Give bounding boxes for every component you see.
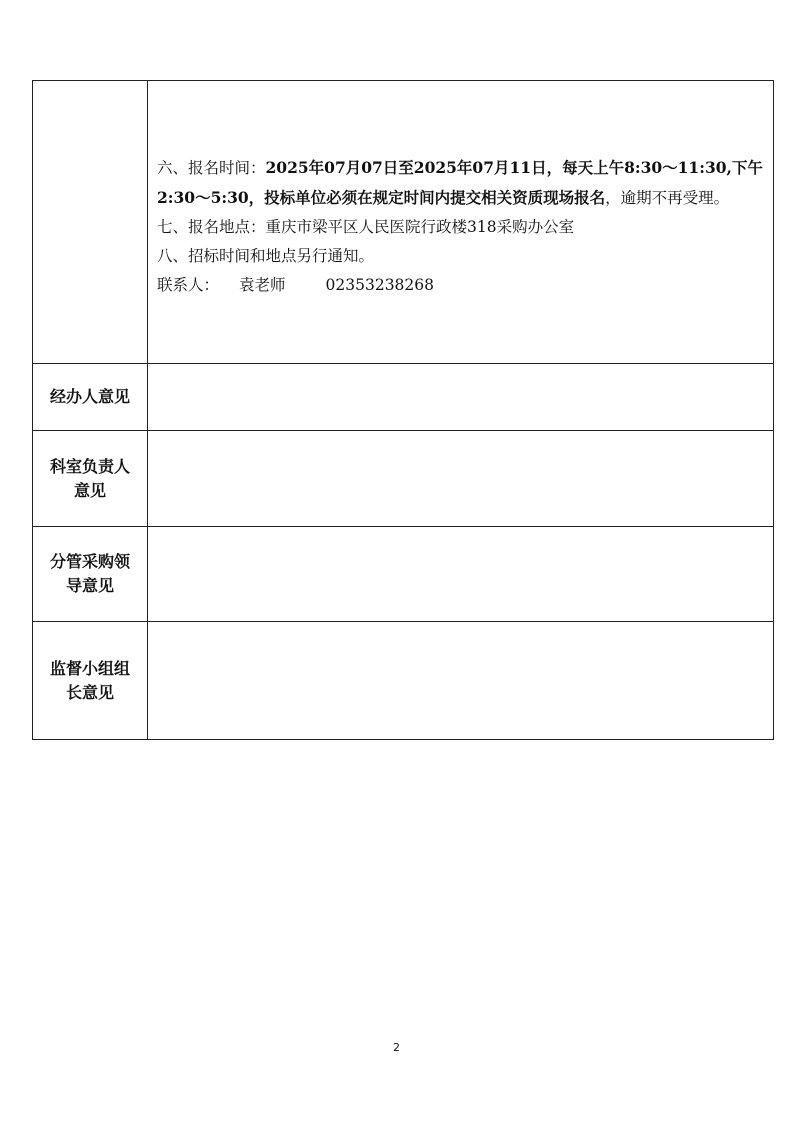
dept-head-label-line2: 意见 bbox=[73, 480, 106, 500]
approval-form-table bbox=[32, 80, 774, 740]
procurement-leader-opinion-label bbox=[33, 527, 148, 622]
supervision-leader-opinion-label bbox=[33, 622, 148, 740]
supervision-leader-opinion-field[interactable] bbox=[148, 622, 774, 740]
procurement-leader-opinion-row bbox=[33, 527, 774, 622]
notice-content-cell bbox=[148, 81, 774, 364]
notice-text bbox=[148, 144, 773, 300]
registration-time-prefix: 六、报名时间： bbox=[157, 159, 266, 177]
dept-head-opinion-label bbox=[33, 431, 148, 527]
supervision-label-line2: 长意见 bbox=[65, 682, 114, 702]
notice-row bbox=[33, 81, 774, 364]
handler-opinion-field[interactable] bbox=[148, 364, 774, 431]
registration-location-item: 七、报名地点：重庆市梁平区人民医院行政楼318采购办公室 bbox=[157, 218, 575, 236]
registration-time-details: 2025年07月07日至2025年07月11日，每天上午8:30～11:30,下午2:30～5:30，投标单位必须在规定时间内提交相关资质现场报名 bbox=[157, 158, 763, 207]
contact-phone: 02353238268 bbox=[325, 276, 435, 294]
contact-line bbox=[157, 271, 765, 300]
contact-name: 袁老师 bbox=[239, 276, 286, 294]
procurement-leader-opinion-field[interactable] bbox=[148, 527, 774, 622]
bidding-time-item: 八、招标时间和地点另行通知。 bbox=[157, 247, 375, 265]
registration-time-item bbox=[157, 153, 765, 213]
handler-opinion-label: 经办人意见 bbox=[33, 364, 148, 431]
dept-head-opinion-field[interactable] bbox=[148, 431, 774, 527]
registration-time-suffix: ，逾期不再受理。 bbox=[605, 189, 730, 207]
supervision-leader-opinion-row bbox=[33, 622, 774, 740]
notice-label-cell bbox=[33, 81, 148, 364]
handler-opinion-row bbox=[33, 364, 774, 431]
page-number: 2 bbox=[393, 1041, 400, 1054]
contact-label: 联系人： bbox=[157, 276, 220, 294]
procurement-label-line2: 导意见 bbox=[65, 576, 114, 595]
dept-head-label-line1: 科室负责人 bbox=[49, 456, 130, 476]
dept-head-opinion-row bbox=[33, 431, 774, 527]
supervision-label-line1: 监督小组组 bbox=[49, 658, 130, 678]
procurement-label-line1: 分管采购领 bbox=[49, 552, 130, 571]
